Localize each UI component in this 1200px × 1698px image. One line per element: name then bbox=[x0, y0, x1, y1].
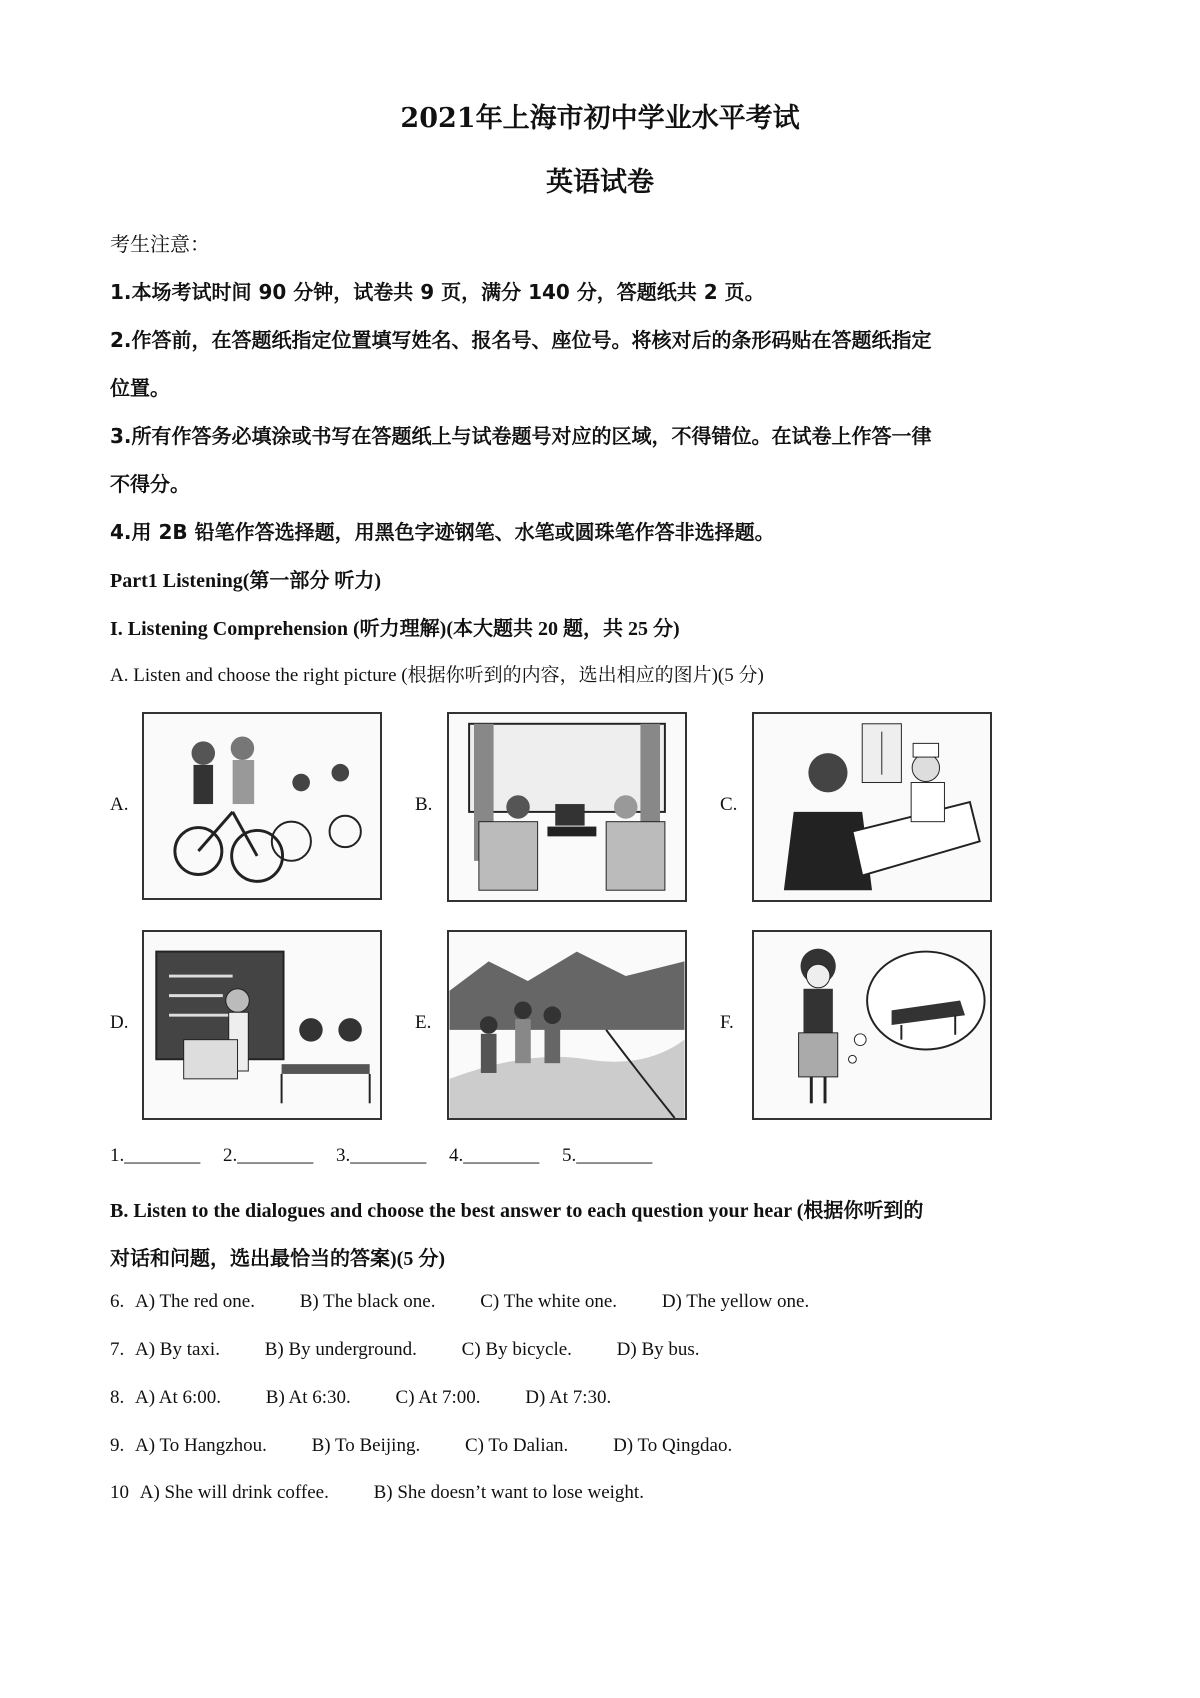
cyclists-picture bbox=[142, 712, 382, 900]
sectionA-instruction: A. Listen and choose the right picture (根据你听到的内容，选出相应的图片)(5 分) bbox=[110, 665, 764, 686]
hiking-picture bbox=[447, 930, 687, 1120]
option-a[interactable]: A) To Hangzhou. bbox=[135, 1435, 267, 1456]
option-b[interactable]: B) To Beijing. bbox=[311, 1435, 421, 1456]
option-b[interactable]: B) At 6:30. bbox=[265, 1387, 351, 1408]
exam-title: 2021年上海市初中学业水平考试 bbox=[400, 103, 800, 134]
notice-item-2: 2.作答前，在答题纸指定位置填写姓名、报名号、座位号。将核对后的条形码贴在答题纸指定 bbox=[110, 328, 932, 352]
question-7 bbox=[110, 1339, 740, 1361]
picture-letter-d: D. bbox=[110, 1012, 129, 1033]
girl-piano-picture bbox=[752, 930, 992, 1120]
option-a[interactable]: A) She will drink coffee. bbox=[139, 1482, 329, 1503]
question-6 bbox=[110, 1291, 849, 1313]
option-a[interactable]: A) At 6:00. bbox=[135, 1387, 222, 1408]
option-b[interactable]: B) By underground. bbox=[264, 1339, 417, 1360]
notice-item-4: 4.用 2B 铅笔作答选择题，用黑色字迹钢笔、水笔或圆珠笔作答非选择题。 bbox=[110, 520, 775, 544]
sectionB-instruction-line1: B. Listen to the dialogues and choose the best answer to each question your hear (根据你听到的 bbox=[110, 1200, 924, 1222]
answer-blank-5[interactable]: 5.________ bbox=[562, 1145, 653, 1166]
picture-letter-e: E. bbox=[415, 1012, 432, 1033]
answer-blanks bbox=[110, 1145, 670, 1167]
option-d[interactable]: D) At 7:30. bbox=[525, 1387, 612, 1408]
option-d[interactable]: D) By bus. bbox=[616, 1339, 700, 1360]
option-b[interactable]: B) She doesn’t want to lose weight. bbox=[373, 1482, 644, 1503]
sectionB-instruction-line2: 对话和问题，选出最恰当的答案)(5 分) bbox=[110, 1248, 445, 1270]
option-c[interactable]: C) By bicycle. bbox=[461, 1339, 572, 1360]
option-d[interactable]: D) The yellow one. bbox=[661, 1291, 810, 1312]
part1-heading: Part1 Listening(第一部分 听力) bbox=[110, 570, 382, 592]
section1-heading: I. Listening Comprehension (听力理解)(本大题共 20 题，共 25 分) bbox=[110, 618, 680, 640]
question-number: 9. bbox=[110, 1435, 125, 1456]
option-b[interactable]: B) The black one. bbox=[299, 1291, 436, 1312]
option-a[interactable]: A) The red one. bbox=[135, 1291, 255, 1312]
notice-item-1: 1.本场考试时间 90 分钟，试卷共 9 页，满分 140 分，答题纸共 2 页。 bbox=[110, 280, 765, 304]
notice-item-3-cont: 不得分。 bbox=[110, 472, 190, 496]
answer-blank-4[interactable]: 4.________ bbox=[449, 1145, 540, 1166]
option-a[interactable]: A) By taxi. bbox=[135, 1339, 220, 1360]
question-number: 10 bbox=[110, 1482, 129, 1503]
picture-letter-b: B. bbox=[415, 794, 433, 815]
notice-heading: 考生注意： bbox=[110, 232, 210, 256]
option-c[interactable]: C) To Dalian. bbox=[464, 1435, 569, 1456]
option-c[interactable]: C) At 7:00. bbox=[395, 1387, 481, 1408]
classroom-picture bbox=[142, 930, 382, 1120]
question-8 bbox=[110, 1387, 651, 1409]
answer-blank-2[interactable]: 2.________ bbox=[223, 1145, 314, 1166]
picture-letter-c: C. bbox=[720, 794, 738, 815]
option-d[interactable]: D) To Qingdao. bbox=[613, 1435, 733, 1456]
question-number: 7. bbox=[110, 1339, 125, 1360]
picture-letter-f: F. bbox=[720, 1012, 734, 1033]
question-10 bbox=[110, 1482, 684, 1504]
notice-item-2-cont: 位置。 bbox=[110, 376, 170, 400]
notice-item-3: 3.所有作答务必填涂或书写在答题纸上与试卷题号对应的区域，不得错位。在试卷上作答一律 bbox=[110, 424, 932, 448]
question-number: 6. bbox=[110, 1291, 125, 1312]
question-9 bbox=[110, 1435, 772, 1457]
picture-letter-a: A. bbox=[110, 794, 129, 815]
question-number: 8. bbox=[110, 1387, 125, 1408]
exam-subtitle: 英语试卷 bbox=[546, 167, 654, 198]
cafe-meeting-picture bbox=[447, 712, 687, 902]
doctor-visit-picture bbox=[752, 712, 992, 902]
answer-blank-3[interactable]: 3.________ bbox=[336, 1145, 427, 1166]
answer-blank-1[interactable]: 1.________ bbox=[110, 1145, 201, 1166]
option-c[interactable]: C) The white one. bbox=[480, 1291, 618, 1312]
